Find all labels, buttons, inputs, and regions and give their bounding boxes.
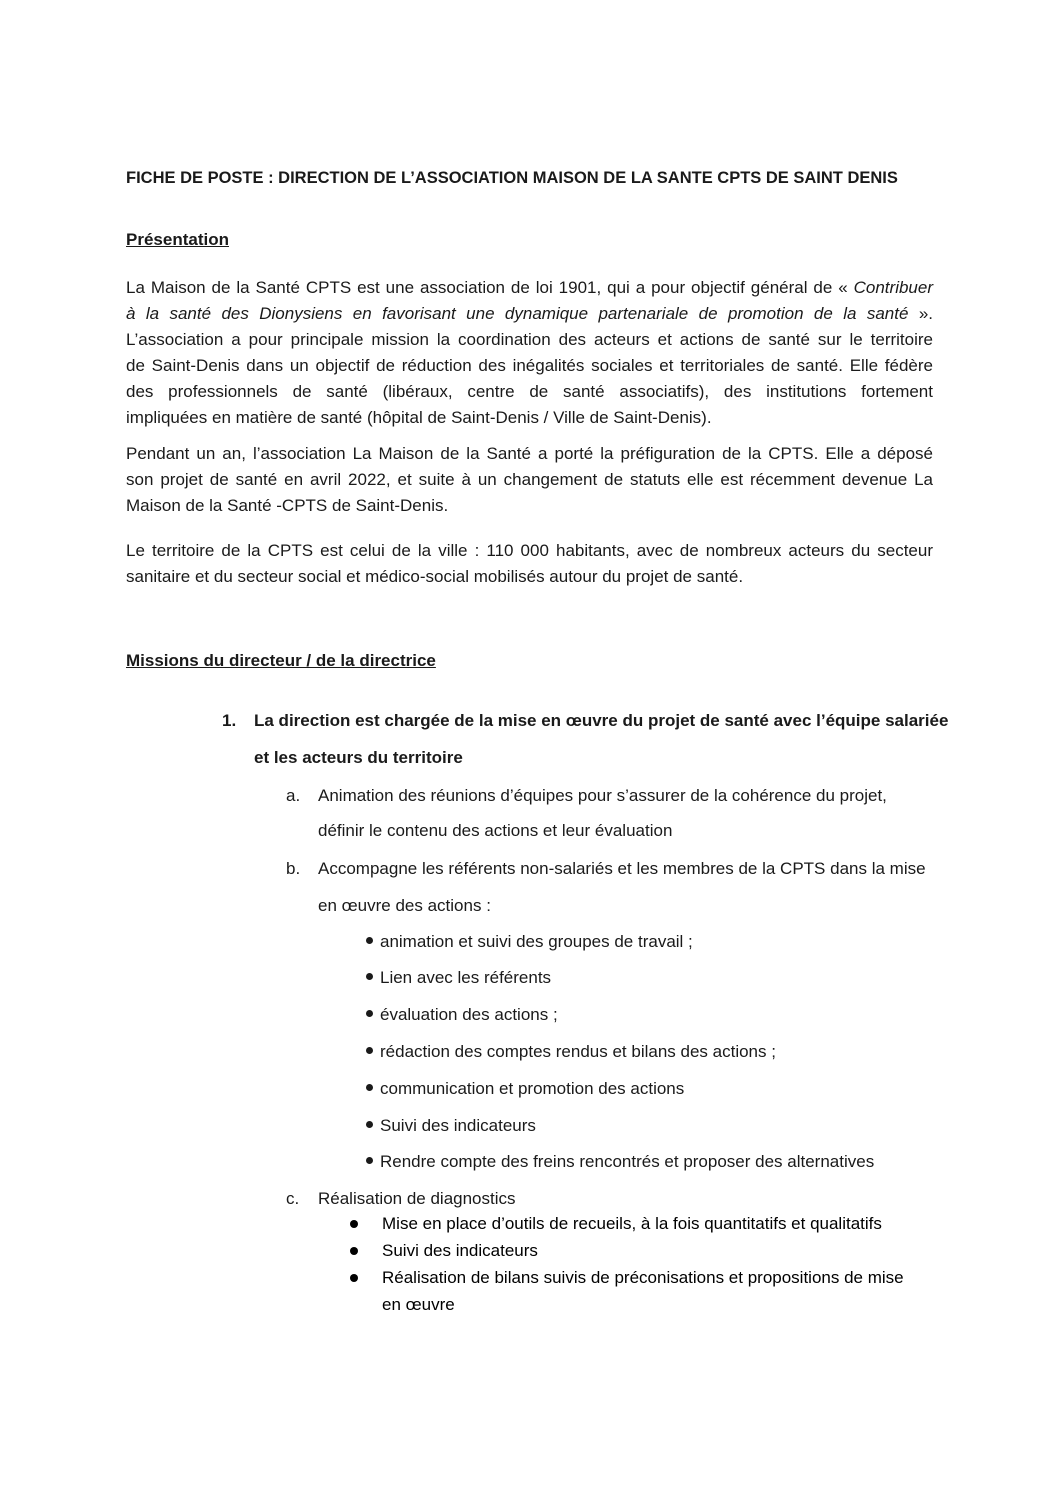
bullet-item: animation et suivi des groupes de travail ; xyxy=(366,929,693,955)
bullet-icon xyxy=(350,1247,358,1255)
bullet-item: Rendre compte des freins rencontrés et proposer des alternatives xyxy=(366,1149,874,1175)
bullet-item: Suivi des indicateurs xyxy=(382,1241,538,1260)
bullet-item-continuation: en œuvre xyxy=(382,1295,455,1314)
paragraph-line: sanitaire et du secteur social et médico-social mobilisés autour du projet de santé. xyxy=(126,567,744,586)
bullet-icon xyxy=(366,1157,373,1164)
bullet-icon xyxy=(350,1220,358,1228)
missions-heading: Missions du directeur / de la directrice xyxy=(126,651,436,670)
numbered-item-line: La direction est chargée de la mise en œuvre du projet de santé avec l’équipe salariée xyxy=(254,711,949,730)
sub-item-line: Animation des réunions d’équipes pour s’assurer de la cohérence du projet, xyxy=(318,786,887,805)
bullet-icon xyxy=(366,1084,373,1091)
presentation-paragraph-3 xyxy=(126,538,933,590)
document-title: FICHE DE POSTE : DIRECTION DE L’ASSOCIATION MAISON DE LA SANTE CPTS DE SAINT DENIS xyxy=(126,169,898,187)
bullet-item: communication et promotion des actions xyxy=(366,1076,684,1102)
bullet-item: rédaction des comptes rendus et bilans des actions ; xyxy=(366,1039,776,1065)
bullet-icon xyxy=(366,1121,373,1128)
presentation-paragraph-1 xyxy=(126,275,933,431)
paragraph-line: impliquées en matière de santé (hôpital de Saint-Denis / Ville de Saint-Denis). xyxy=(126,408,712,427)
presentation-heading: Présentation xyxy=(126,230,229,249)
sub-item-label: b. xyxy=(286,859,301,878)
paragraph-line: Maison de la Santé -CPTS de Saint-Denis. xyxy=(126,496,449,515)
sub-item-line: Accompagne les référents non-salariés et les membres de la CPTS dans la mise xyxy=(318,859,926,878)
numbered-item-line: et les acteurs du territoire xyxy=(254,748,463,767)
list-number: 1. xyxy=(222,711,237,730)
sub-item-line: en œuvre des actions : xyxy=(318,896,491,915)
bullet-item: Mise en place d’outils de recueils, à la fois quantitatifs et qualitatifs xyxy=(382,1214,882,1233)
bullet-item: Réalisation de bilans suivis de préconisations et propositions de mise xyxy=(382,1268,904,1287)
paragraph-line: son projet de santé en avril 2022, et suite à un changement de statuts elle est récemment devenue La xyxy=(126,470,933,489)
paragraph-line: à la santé des Dionysiens en favorisant une dynamique partenariale de promotion de la santé ». xyxy=(126,304,934,323)
bullet-item: Suivi des indicateurs xyxy=(366,1113,536,1139)
bullet-icon xyxy=(350,1274,358,1282)
sub-item-line: Réalisation de diagnostics xyxy=(318,1189,516,1208)
paragraph-line: de Saint-Denis dans un objectif de réduction des inégalités sociales et territoriales de santé. Elle fédère xyxy=(126,356,933,375)
sub-item-label: a. xyxy=(286,786,301,805)
bullet-icon xyxy=(366,1010,373,1017)
paragraph-line: Pendant un an, l’association La Maison de la Santé a porté la préfiguration de la CPTS. Elle a déposé xyxy=(126,444,933,463)
bullet-icon xyxy=(366,1047,373,1054)
sub-item-line: définir le contenu des actions et leur évaluation xyxy=(318,821,673,840)
paragraph-line: des professionnels de santé (libéraux, centre de santé associatifs), des institutions fortement xyxy=(126,382,933,401)
bullet-icon xyxy=(366,973,373,980)
paragraph-line: Le territoire de la CPTS est celui de la ville : 110 000 habitants, avec de nombreux acteurs du secteur xyxy=(126,541,933,560)
paragraph-line: La Maison de la Santé CPTS est une association de loi 1901, qui a pour objectif général de « Contribuer xyxy=(126,278,933,297)
presentation-paragraph-2 xyxy=(126,441,933,519)
bullet-icon xyxy=(366,937,373,944)
bullet-item: évaluation des actions ; xyxy=(366,1002,558,1028)
paragraph-line: L’association a pour principale mission la coordination des acteurs et actions de santé sur le territoire xyxy=(126,330,933,349)
sub-item-label: c. xyxy=(286,1189,300,1208)
bullet-item: Lien avec les référents xyxy=(366,965,551,991)
